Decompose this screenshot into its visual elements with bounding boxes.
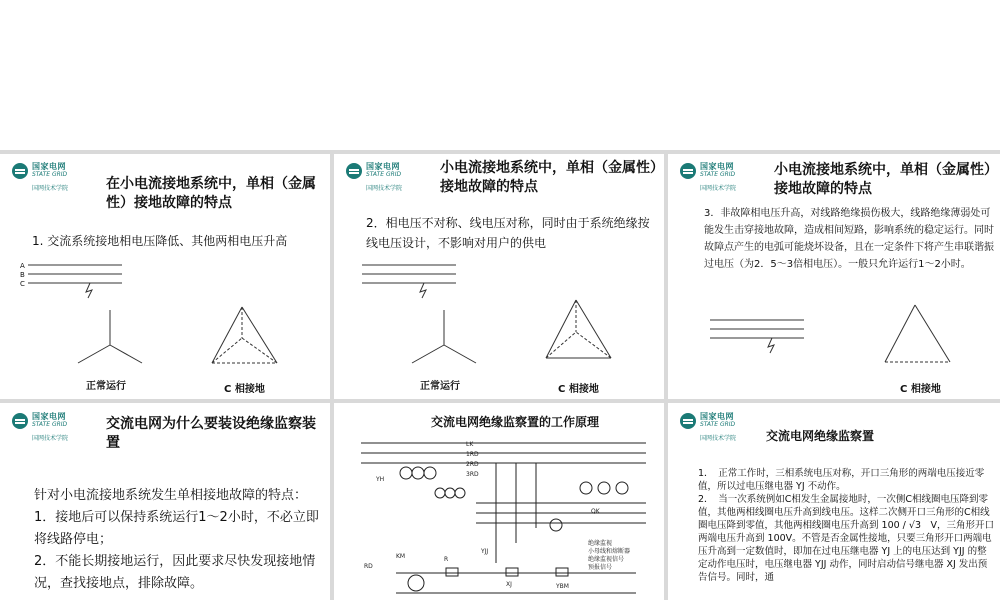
circuit-label: XJ <box>506 581 512 588</box>
slide-thumbnail-5[interactable] <box>336 405 662 600</box>
state-grid-emblem-icon <box>680 413 696 429</box>
state-grid-emblem-icon <box>680 163 696 179</box>
caption-c-ground: C 相接地 <box>558 384 599 395</box>
phasor-diagram <box>2 250 328 397</box>
circuit-label: RD <box>364 563 373 570</box>
logo-name-cn: 国家电网 <box>700 412 734 421</box>
legend-text: 小母线和熔断器 <box>588 548 631 555</box>
logo-name-cn: 国家电网 <box>32 412 66 421</box>
logo-name-en: STATE GRID <box>32 421 68 428</box>
slide-body: 2．相电压不对称、线电压对称，同时由于系统绝缘按线电压设计，不影响对用户的供电 <box>366 216 650 250</box>
logo-school: 国网技术学院 <box>366 185 403 192</box>
state-grid-emblem-icon <box>12 163 28 179</box>
slide-title: 交流电网为什么要装设绝缘监察装置 <box>106 416 316 451</box>
circuit-label: KM <box>396 553 406 560</box>
state-grid-emblem-icon <box>346 163 362 179</box>
slide-title: 小电流接地系统中，单相（金属性）接地故障的特点 <box>774 162 998 197</box>
state-grid-logo <box>346 161 426 193</box>
circuit-label: LK <box>466 441 474 448</box>
logo-school: 国网技术学院 <box>32 185 69 192</box>
circuit-diagram <box>356 433 656 600</box>
slide-thumbnail-3[interactable] <box>670 155 998 397</box>
phasor-diagram <box>336 250 662 397</box>
state-grid-emblem-icon <box>12 413 28 429</box>
circuit-label: YH <box>376 476 385 483</box>
row-separator <box>0 399 1000 403</box>
caption-normal: 正常运行 <box>86 381 126 392</box>
row-separator <box>0 150 1000 154</box>
body-line: 针对小电流接地系统发生单相接地故障的特点： <box>34 488 308 503</box>
slide-body: 3．非故障相电压升高，对线路绝缘损伤极大，线路绝缘薄弱处可能发生击穿接地故障，造成相间短路，影响系统的稳定运行。同时故障点产生的电弧可能烧坏设备，且在一定条件下将产生串联谐振过电压（为2．5～3倍相电压）。一般只允许运行1～2小时。 <box>704 208 994 270</box>
phase-label-c: C <box>20 280 25 288</box>
body-line: 2． 当一次系统例如C相发生金属接地时，一次侧C相线圈电压降到零值，其他两相线圈电压升高到线电压。这样二次侧开口三角形的C相线圈电压降到零值，其他两相线圈电压升高到 100 / √3 V，三角形开口两端电压升高到 100V。不管是否金属性接地，只要三角形开口两端电压升高到一定数值时，即加在过电压继电器 YJ 上的电压达到 YJJ 的整定动作电压时，电压继电器 YJJ 动作，同时启动信号继电器 XJ 发出预告信号。同时，通 <box>698 494 994 583</box>
phasor-diagram <box>670 290 998 397</box>
slide-thumbnail-4[interactable] <box>2 405 328 600</box>
logo-name-cn: 国家电网 <box>366 162 400 171</box>
phase-label-b: B <box>20 271 25 279</box>
state-grid-logo <box>680 161 760 193</box>
state-grid-logo <box>12 411 92 443</box>
phase-label-a: A <box>20 262 25 270</box>
circuit-label: QK <box>591 508 600 515</box>
legend-text: 绝缘监视 <box>588 540 613 547</box>
logo-school: 国网技术学院 <box>32 435 69 442</box>
logo-name-en: STATE GRID <box>700 171 736 178</box>
state-grid-logo <box>680 411 760 443</box>
circuit-label: 2RD <box>466 461 479 468</box>
slide-thumbnail-6[interactable] <box>670 405 998 600</box>
caption-c-ground: C 相接地 <box>224 384 265 395</box>
circuit-label: YBM <box>556 583 569 590</box>
slide-body <box>698 467 994 584</box>
circuit-label: 3RD <box>466 471 479 478</box>
body-line: 2．不能长期接地运行，因此要求尽快发现接地情况，查找接地点，排除故障。 <box>34 554 316 591</box>
slide-thumbnail-2[interactable] <box>336 155 662 397</box>
circuit-label: 1RD <box>466 451 479 458</box>
slide-title: 交流电网绝缘监察置 <box>766 429 875 443</box>
slide-body <box>34 485 324 595</box>
slide-body: 1. 交流系统接地相电压降低、其他两相电压升高 <box>32 234 288 248</box>
column-separator <box>330 150 334 600</box>
logo-school: 国网技术学院 <box>700 435 737 442</box>
body-line: 1． 正常工作时，三相系统电压对称，开口三角形的两端电压接近零值，所以过电压继电器 YJ 不动作。 <box>698 468 985 492</box>
logo-name-en: STATE GRID <box>700 421 736 428</box>
circuit-label: R <box>444 556 449 563</box>
caption-c-ground: C 相接地 <box>900 384 941 395</box>
legend-text: 绝缘监视信号 <box>588 556 625 563</box>
logo-name-cn: 国家电网 <box>32 162 66 171</box>
body-line: 1．接地后可以保持系统运行1～2小时，不必立即将线路停电； <box>34 510 319 547</box>
slide-thumbnail-1[interactable] <box>2 155 328 397</box>
logo-name-en: STATE GRID <box>366 171 402 178</box>
slide-title: 交流电网绝缘监察置的工作原理 <box>431 415 600 429</box>
caption-normal: 正常运行 <box>420 381 460 392</box>
logo-school: 国网技术学院 <box>700 185 737 192</box>
slide-title: 在小电流接地系统中，单相（金属性）接地故障的特点 <box>106 176 316 211</box>
slide-title: 小电流接地系统中，单相（金属性）接地故障的特点 <box>440 160 657 195</box>
circuit-label: YJJ <box>481 548 489 555</box>
logo-name-cn: 国家电网 <box>700 162 734 171</box>
legend-text: 预报信号 <box>588 564 613 571</box>
logo-name-en: STATE GRID <box>32 171 68 178</box>
state-grid-logo <box>12 161 92 193</box>
column-separator <box>664 150 668 600</box>
